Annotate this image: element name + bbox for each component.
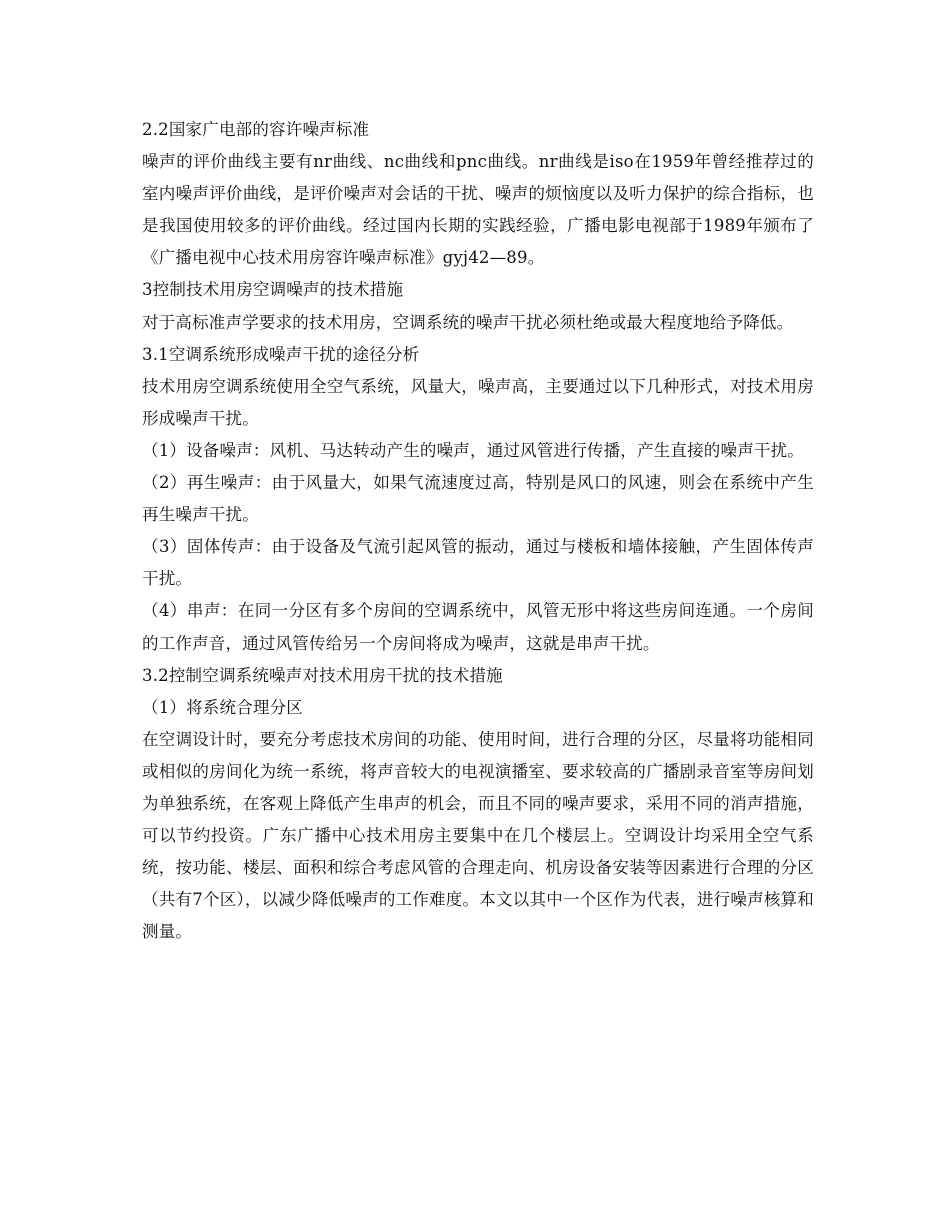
body-high-standard: 对于高标准声学要求的技术用房，空调系统的噪声干扰必须杜绝或最大程度地给予降低。 bbox=[142, 312, 794, 332]
item-equipment-noise: （1）设备噪声：风机、马达转动产生的噪声，通过风管进行传播，产生直接的噪声干扰。 bbox=[142, 440, 804, 460]
item-structure-borne: （3）固体传声：由于设备及气流引起风管的振动，通过与楼板和墙体接触，产生固体传声干扰。 bbox=[142, 537, 814, 589]
heading-3: 3控制技术用房空调噪声的技术措施 bbox=[142, 280, 404, 300]
item-crosstalk: （4）串声：在同一分区有多个房间的空调系统中，风管无形中将这些房间连通。一个房间的工作声音，通过风管传给另一个房间将成为噪声，这就是串声干扰。 bbox=[142, 601, 814, 653]
heading-zoning: （1）将系统合理分区 bbox=[142, 697, 303, 717]
heading-3-1: 3.1空调系统形成噪声干扰的途径分析 bbox=[142, 344, 420, 364]
heading-3-2: 3.2控制空调系统噪声对技术用房干扰的技术措施 bbox=[142, 665, 503, 685]
body-noise-curves: 噪声的评价曲线主要有nr曲线、nc曲线和pnc曲线。nr曲线是iso在1959年曾经推荐过的室内噪声评价曲线，是评价噪声对会话的干扰、噪声的烦恼度以及听力保护的综合指标，也是我国使用较多的评价曲线。经过国内长期的实践经验，广播电影电视部于1989年颁布了《广播电视中心技术用房容许噪声标准》gyj42—89。 bbox=[142, 152, 814, 268]
heading-2-2: 2.2国家广电部的容许噪声标准 bbox=[142, 120, 370, 139]
body-zoning: 在空调设计时，要充分考虑技术房间的功能、使用时间，进行合理的分区，尽量将功能相同或相似的房间化为统一系统，将声音较大的电视演播室、要求较高的广播剧录音室等房间划为单独系统，在客观上降低产生串声的机会，而且不同的噪声要求，采用不同的消声措施，可以节约投资。广东广播中心技术用房主要集中在几个楼层上。空调设计均采用全空气系统，按功能、楼层、面积和综合考虑风管的合理走向、机房设备安装等因素进行合理的分区（共有7个区），以减少降低噪声的工作难度。本文以其中一个区作为代表，进行噪声核算和测量。 bbox=[142, 729, 814, 942]
body-all-air-system: 技术用房空调系统使用全空气系统，风量大，噪声高，主要通过以下几种形式，对技术用房形成噪声干扰。 bbox=[142, 376, 814, 428]
document-body bbox=[142, 114, 814, 948]
item-regenerated-noise: （2）再生噪声：由于风量大，如果气流速度过高，特别是风口的风速，则会在系统中产生再生噪声干扰。 bbox=[142, 473, 814, 525]
